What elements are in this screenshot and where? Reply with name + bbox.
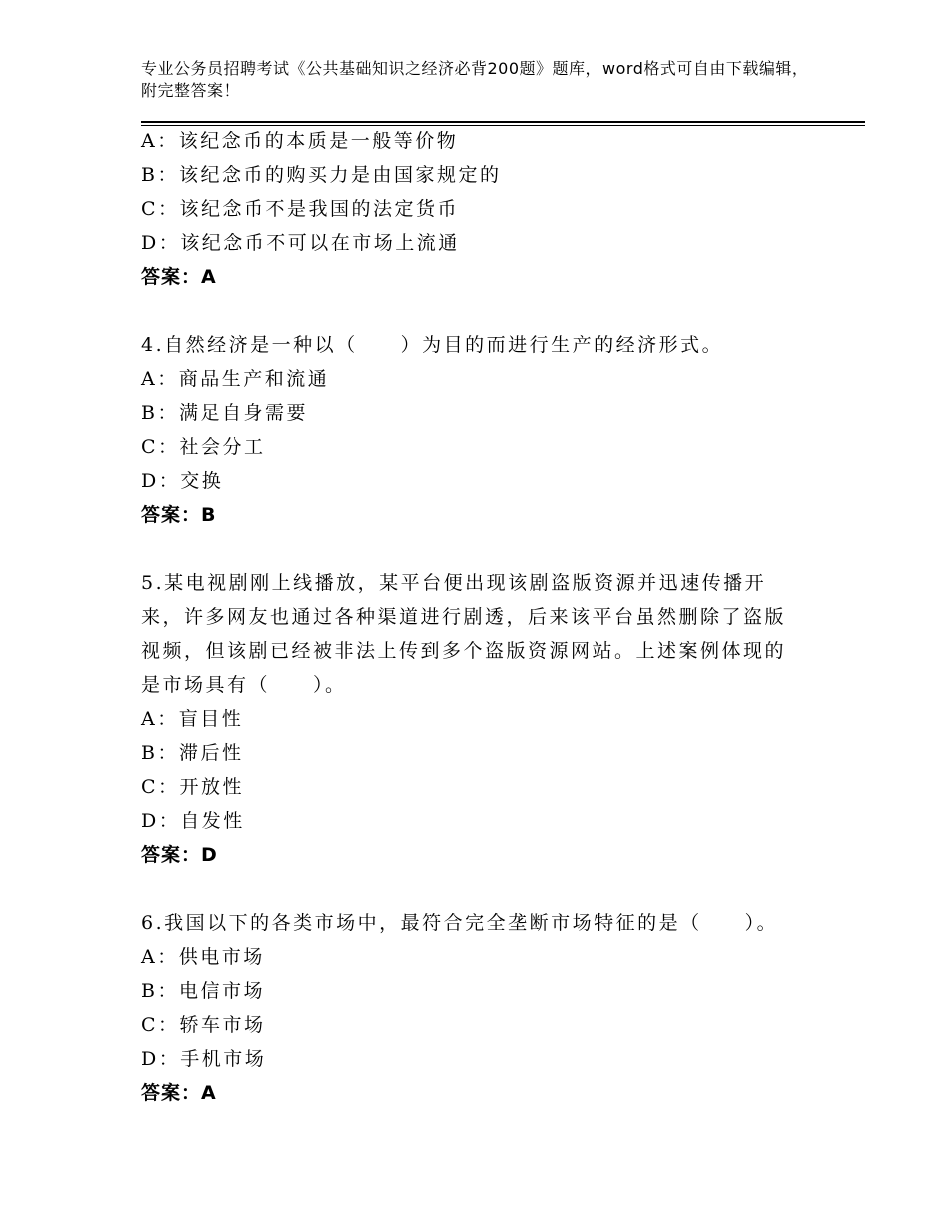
option-a: A：供电市场 <box>141 946 265 968</box>
option-a: A：该纪念币的本质是一般等价物 <box>141 130 459 152</box>
spacer <box>141 294 841 328</box>
question-5 <box>141 566 841 872</box>
question-list <box>141 124 841 1110</box>
question-3 <box>141 124 841 294</box>
option-d: D：手机市场 <box>141 1048 267 1070</box>
header-rule-thick <box>141 121 865 123</box>
option-c: C：开放性 <box>141 776 245 798</box>
option-b: B：该纪念币的购买力是由国家规定的 <box>141 164 502 186</box>
question-stem: 5.某电视剧刚上线播放，某平台便出现该剧盗版资源并迅速传播开来，许多网友也通过各种渠道进行剧透，后来该平台虽然删除了盗版视频，但该剧已经被非法上传到多个盗版资源网站。上述案例体现的是市场具有（ ）。 <box>141 572 787 696</box>
option-b: B：满足自身需要 <box>141 402 308 424</box>
answer: 答案：B <box>141 504 217 526</box>
page-header: 专业公务员招聘考试《公共基础知识之经济必背200题》题库，word格式可自由下载编辑，附完整答案！ <box>141 59 809 100</box>
answer: 答案：A <box>141 266 217 288</box>
answer: 答案：D <box>141 844 218 866</box>
answer: 答案：A <box>141 1082 217 1104</box>
option-a: A：盲目性 <box>141 708 244 730</box>
option-a: A：商品生产和流通 <box>141 368 330 390</box>
option-c: C：该纪念币不是我国的法定货币 <box>141 198 460 220</box>
option-b: B：滞后性 <box>141 742 244 764</box>
spacer <box>141 872 841 906</box>
option-d: D：交换 <box>141 470 224 492</box>
option-c: C：社会分工 <box>141 436 266 458</box>
question-4 <box>141 328 841 532</box>
spacer <box>141 532 841 566</box>
question-stem: 4.自然经济是一种以（ ）为目的而进行生产的经济形式。 <box>141 334 724 356</box>
option-b: B：电信市场 <box>141 980 265 1002</box>
option-c: C：轿车市场 <box>141 1014 266 1036</box>
option-d: D：该纪念币不可以在市场上流通 <box>141 232 460 254</box>
question-stem: 6.我国以下的各类市场中，最符合完全垄断市场特征的是（ ）。 <box>141 912 779 934</box>
option-d: D：自发性 <box>141 810 245 832</box>
question-6 <box>141 906 841 1110</box>
